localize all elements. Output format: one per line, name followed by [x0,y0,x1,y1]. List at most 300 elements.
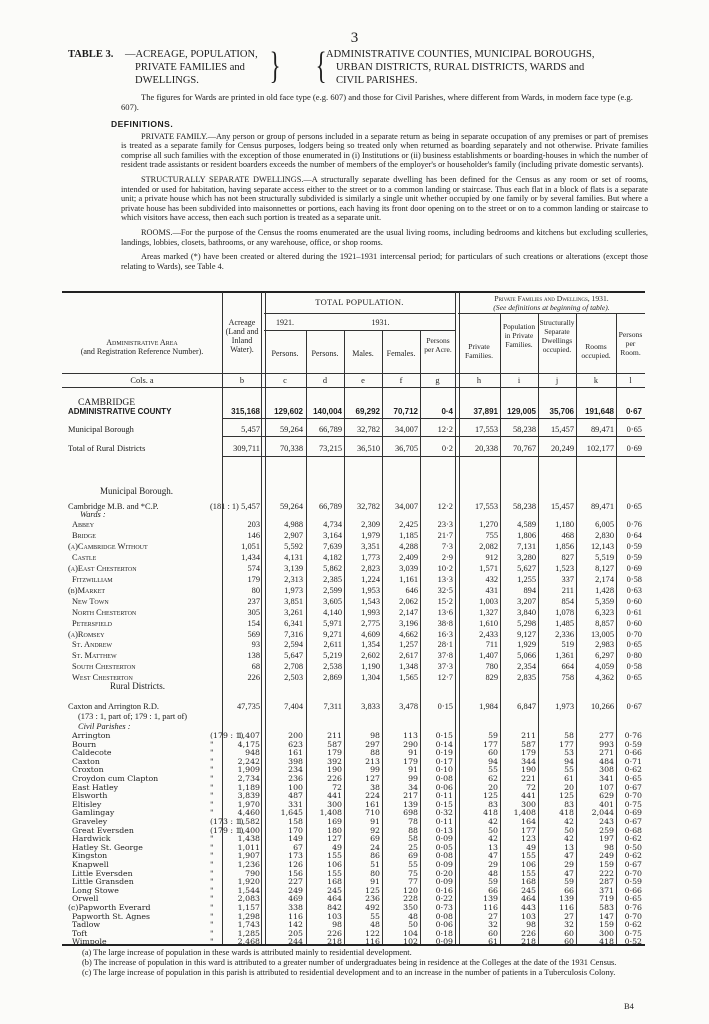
cell-col-g: 13·6 [437,607,453,617]
row-label: Long Stowe [72,885,119,895]
cell-col-j: 60 [564,937,574,947]
cell-col-l: 0·71 [624,756,642,766]
sheet-mark: B4 [624,1001,634,1011]
cell-col-d: 168 [327,877,342,887]
cell-col-i: 70,767 [512,444,536,453]
cell-col-j: 827 [561,552,574,562]
cell-col-b: 179 [247,574,260,584]
row-rule-3 [222,456,645,457]
cell-col-j: 55 [564,765,574,775]
cell-col-l: 0·62 [624,765,642,775]
cell-col-b: 1,236 [237,860,260,869]
cell-col-c: 200 [288,731,303,740]
cell-col-i: 245 [521,885,536,895]
cell-col-k: 159 [599,920,614,930]
cell-col-l: 0·65 [624,774,642,783]
rural-district-ref: (173 : 1, part of; 179 : 1, part of) [78,712,188,721]
cell-col-e: 213 [365,756,380,766]
cell-col-k: 89,471 [590,425,614,434]
cell-col-e: 24 [370,842,380,852]
cell-col-b: 1,544 [237,885,260,895]
cell-col-c: 70,338 [279,444,303,453]
cell-col-l: 0·65 [626,640,642,650]
cell-col-i: 103 [521,911,536,921]
cell-col-f: 1,185 [399,530,418,540]
cell-col-l: 0·67 [624,782,642,792]
cell-col-l: 0·67 [626,702,642,711]
cell-col-d: 1,408 [319,808,342,818]
cell-col-g: 0·14 [435,739,453,749]
cell-col-i: 6,847 [517,702,536,711]
cell-col-e: 2,309 [361,520,380,529]
cell-col-d: 190 [327,765,342,775]
cell-col-i: 106 [521,860,536,869]
cell-col-f: 104 [403,928,418,938]
cell-col-l: 0·59 [626,541,642,551]
cell-col-l: 0·65 [626,673,642,683]
registration-ref: " [210,774,214,783]
cell-col-h: 125 [483,791,498,801]
cell-col-h: 60 [488,748,498,758]
cell-col-e: 80 [370,868,380,878]
cell-col-f: 1,161 [399,574,418,584]
cell-col-d: 7,639 [323,541,342,551]
cell-col-f: 25 [408,842,418,852]
cell-col-b: 315,168 [231,407,260,416]
row-label: (c)Papworth Everard [68,903,151,912]
cell-col-k: 371 [599,885,614,895]
cell-col-d: 392 [327,756,342,766]
cell-col-k: 13,005 [590,629,614,639]
header-1921: 1921. [276,318,294,327]
cell-col-l: 0·59 [624,877,642,887]
row-label: Caxton and Arrington R.D. [68,702,159,711]
cell-col-i: 3,280 [517,552,536,562]
civil-parishes-label: Civil Parishes : [78,722,131,731]
cell-col-e: 55 [370,911,380,921]
row-label: (a)Cambridge Without [68,541,148,551]
cell-col-l: 0·75 [624,928,642,938]
cell-col-k: 6,323 [595,607,614,617]
cell-col-i: 4,589 [517,520,536,529]
col-letter: h [476,376,482,385]
cell-col-k: 629 [599,791,614,801]
row-label: Great Eversden [72,825,134,835]
cell-col-e: 1,304 [361,673,380,683]
cell-col-b: 1,051 [241,541,260,551]
cell-col-b: 203 [247,520,260,529]
cell-col-e: 86 [370,851,380,861]
cell-col-f: 1,257 [399,640,418,650]
cell-col-e: 91 [370,817,380,826]
cell-col-c: 1,645 [280,808,303,818]
cell-col-j: 519 [561,640,574,650]
row-label: North Chesterton [72,607,137,617]
cell-col-f: 2,425 [399,520,418,529]
cell-col-i: 155 [521,868,536,878]
footnotes [72,948,648,978]
cell-col-h: 139 [483,894,498,904]
cell-col-c: 331 [288,799,303,809]
cell-col-c: 100 [288,782,303,792]
cell-col-k: 98 [604,842,614,852]
cell-col-h: 61 [488,937,498,947]
cell-col-e: 2,775 [361,618,380,628]
row-label: West Chesterton [72,673,133,683]
cell-col-e: 1,543 [361,596,380,606]
cell-col-g: 0·15 [435,731,453,740]
cell-col-f: 102 [403,937,418,947]
row-label: Arrington [72,731,111,740]
cell-col-d: 218 [327,937,342,947]
cell-col-l: 0·59 [626,552,642,562]
cell-col-f: 2,062 [399,596,418,606]
cell-col-g: 0·2 [441,444,453,453]
cell-col-k: 401 [599,799,614,809]
cell-col-h: 829 [485,673,498,683]
header-rooms: Rooms occupied. [581,342,611,360]
cols-rule [62,387,645,388]
cell-col-g: 37·8 [437,651,453,661]
cell-col-g: 38·8 [437,618,453,628]
cell-col-e: 161 [365,799,380,809]
cell-col-b: 948 [245,748,260,758]
cell-col-g: 0·09 [435,834,453,844]
cell-col-b: 5,457 [241,502,260,511]
cell-col-l: 0·66 [624,885,642,895]
def-private-family: PRIVATE FAMILY.—Any person or group of persons included in a separate return as being in separate occupation of any premises or part of premises is treated as a separate family for Census purposes, lodgers being so treated only when returned as boarding separately and not otherwise. Private families comprise all such families with the exception of those enumerated in (i) Institutions or (ii) business establishments or boarding-houses in which the number of resident trade assistants or resident boarders exceeds the number of members of the employer's or householder's family (including private domestic servants). [121,131,648,170]
title-right-line: CIVIL PARISHES. [336,75,418,86]
cell-col-e: 3,833 [361,702,380,711]
cell-col-i: 464 [521,894,536,904]
row-label: Caxton [72,756,100,766]
cell-col-g: 0·18 [435,928,453,938]
col-letter: Cols. a [130,376,154,385]
cell-col-k: 2,044 [591,808,614,818]
cell-col-k: 4,059 [595,662,614,672]
cell-col-b: 1,011 [237,842,260,852]
row-rule-2 [222,436,645,437]
header-pfd-label: Private Families and Dwellings, 1931. [494,294,609,303]
row-label: Tadlow [72,920,101,930]
cell-col-b: 1,970 [237,799,260,809]
cell-col-j: 94 [564,756,574,766]
cell-col-l: 0·65 [626,502,642,511]
row-label: (a)Romsey [68,629,105,639]
cell-col-k: 4,362 [595,673,614,683]
cell-col-i: 190 [521,765,536,775]
cell-col-l: 0·76 [626,520,642,529]
cell-col-b: 1,582 [237,817,260,826]
cell-col-f: 36,705 [394,444,418,453]
cell-col-h: 13 [488,842,498,852]
cell-col-g: 0·73 [435,903,453,912]
row-label: Gamlingay [72,808,115,818]
cell-col-b: 5,457 [241,425,260,434]
cell-col-j: 1,523 [555,563,574,573]
row-label: Fitzwilliam [72,574,113,584]
row-label: Knapwell [72,860,109,869]
cell-col-h: 418 [483,808,498,818]
cell-col-l: 0·70 [624,911,642,921]
cell-col-g: 32·5 [437,585,453,595]
cell-col-d: 226 [327,774,342,783]
cell-col-i: 894 [523,585,536,595]
cell-col-c: 236 [288,774,303,783]
cell-col-h: 48 [488,868,498,878]
row-label: Orwell [72,894,99,904]
cell-col-d: 2,385 [323,574,342,584]
cell-col-k: 308 [599,765,614,775]
registration-ref: " [210,903,214,912]
cell-col-j: 42 [564,834,574,844]
registration-ref: " [210,834,214,844]
cell-col-f: 290 [403,739,418,749]
footnote-a: (a) The large increase of population in these wards is attributed mainly to residential development. [82,948,412,957]
cell-col-h: 755 [485,530,498,540]
registration-ref: " [210,868,214,878]
cell-col-i: 98 [526,920,536,930]
cell-col-d: 127 [327,834,342,844]
cell-col-g: 0·09 [435,877,453,887]
cell-col-e: 2,823 [361,563,380,573]
row-label: Elsworth [72,791,108,801]
cell-col-g: 23·3 [437,520,453,529]
cell-col-e: 710 [365,808,380,818]
cell-col-f: 2,409 [399,552,418,562]
cell-col-g: 0·16 [435,885,453,895]
cell-col-c: 116 [288,911,303,921]
cell-col-h: 912 [485,552,498,562]
cell-col-d: 140,004 [313,407,342,416]
cell-col-e: 1,190 [361,662,380,672]
row-label: Castle [72,552,97,562]
cell-col-g: 2·9 [441,552,453,562]
cell-col-h: 431 [485,585,498,595]
row-label: Toft [72,928,88,938]
cell-col-i: 129,005 [507,407,536,416]
cell-col-g: 0·11 [435,817,453,826]
cell-col-k: 287 [599,877,614,887]
cell-col-l: 0·69 [624,808,642,818]
cell-col-j: 1,973 [555,702,574,711]
row-label: Croxton [72,765,104,775]
cell-col-i: 58,238 [512,425,536,434]
cell-col-l: 0·64 [626,530,642,540]
cell-col-f: 34,007 [394,502,418,511]
cell-col-b: 2,242 [237,756,260,766]
cell-col-l: 0·65 [624,894,642,904]
title-right-line: ADMINISTRATIVE COUNTIES, MUNICIPAL BOROUGHS, [326,49,595,60]
cell-col-h: 1,407 [479,651,498,661]
row-label: Little Gransden [72,877,134,887]
cell-col-c: 623 [288,739,303,749]
cell-col-l: 0·58 [626,662,642,672]
cell-col-k: 107 [599,782,614,792]
cell-col-b: 1,407 [237,731,260,740]
cell-col-c: 67 [293,842,303,852]
cell-col-i: 164 [521,817,536,826]
col-letter: i [517,376,521,385]
cell-col-l: 0·68 [624,825,642,835]
footnote-b: (b) The increase of population in this ward is attributed to a greater number of undergraduates being in residence at the Colleges at the date of the 1931 Census. [82,958,617,967]
cell-col-h: 1,327 [479,607,498,617]
cell-col-k: 418 [599,937,614,947]
cell-col-h: 711 [485,640,498,650]
cell-col-k: 89,471 [590,502,614,511]
cell-col-j: 758 [561,673,574,683]
col-letter: g [435,376,440,385]
cell-col-b: 1,400 [237,825,260,835]
cell-col-h: 1,571 [479,563,498,573]
cell-col-j: 1,856 [555,541,574,551]
cell-col-i: 168 [521,877,536,887]
header-dwellings: Structurally Separate Dwellings occupied. [539,318,575,354]
cell-col-d: 2,538 [323,662,342,672]
cell-col-i: 5,066 [517,651,536,661]
cell-col-d: 5,219 [323,651,342,661]
cell-col-f: 4,662 [399,629,418,639]
cell-col-k: 259 [599,825,614,835]
cell-col-k: 719 [599,894,614,904]
cell-col-b: 790 [245,868,260,878]
registration-ref: " [210,877,214,887]
cell-col-g: 0·08 [435,851,453,861]
cell-col-e: 1,979 [361,530,380,540]
cell-col-e: 1,773 [361,552,380,562]
cell-col-b: 138 [247,651,260,661]
header-males: Males. [352,349,374,358]
header-per-room: Persons per Room. [618,330,643,357]
cell-col-b: 2,468 [237,937,260,947]
cell-col-e: 36,510 [356,444,380,453]
cell-col-j: 27 [564,911,574,921]
cell-col-c: 59,264 [279,425,303,434]
cell-col-i: 226 [521,928,536,938]
cell-col-c: 129,602 [274,407,303,416]
cell-col-c: 4,988 [284,520,303,529]
row-label: Petersfield [72,618,112,628]
cell-col-l: 0·65 [626,425,642,434]
cell-col-i: 123 [521,834,536,844]
table-label: TABLE 3. [68,49,114,60]
cell-col-b: 1,157 [237,903,260,912]
title-right [326,48,594,87]
cell-col-k: 249 [599,851,614,861]
cell-col-e: 69,292 [355,407,380,416]
cell-col-c: 2,503 [284,673,303,683]
cell-col-l: 0·58 [626,574,642,584]
cell-col-f: 113 [403,731,418,740]
header-per-acre: Persons per Acre. [424,336,452,354]
col-letter: f [399,376,403,385]
cell-col-b: 68 [251,662,260,672]
cell-col-b: 1,438 [237,834,260,844]
cell-col-i: 58,238 [512,502,536,511]
cell-col-b: 574 [247,563,260,573]
cell-col-b: 146 [247,530,260,540]
row-label: (b)Market [68,585,106,595]
cell-col-e: 224 [365,791,380,801]
header-1931: 1931. [371,318,390,327]
cell-col-h: 20 [488,782,498,792]
cell-col-l: 0·67 [624,860,642,869]
title-left-line: DWELLINGS. [135,75,199,86]
cell-col-d: 2,611 [323,640,342,650]
cell-col-d: 49 [332,842,342,852]
cell-col-h: 29 [488,860,498,869]
cell-col-b: 1,907 [237,851,260,861]
row-label: East Hatley [72,782,119,792]
cell-col-g: 10·2 [437,563,453,573]
cell-col-k: 6,297 [595,651,614,661]
registration-ref: (173 : 1) [210,817,244,826]
cell-col-e: 1,953 [361,585,380,595]
cell-col-h: 17,553 [474,502,498,511]
row-label: (a)East Chesterton [68,563,137,573]
cell-col-l: 0·50 [624,842,642,852]
cell-col-b: 569 [247,629,260,639]
cell-col-b: 47,735 [236,702,260,711]
cell-col-e: 236 [365,894,380,904]
cell-col-l: 0·60 [626,596,642,606]
cell-col-j: 854 [561,596,574,606]
row-label: Cambridge M.B. and *C.P. [68,502,159,511]
cell-col-c: 205 [288,928,303,938]
cell-col-j: 29 [564,860,574,869]
cell-col-j: 664 [561,662,574,672]
cell-col-c: 173 [288,851,303,861]
cell-col-f: 698 [403,808,418,818]
cell-col-i: 177 [521,825,536,835]
registration-ref: (181 : 1) [210,502,239,511]
cell-col-i: 587 [521,739,536,749]
cell-col-b: 226 [247,673,260,683]
cell-col-h: 47 [488,851,498,861]
cell-col-f: 3,478 [399,702,418,711]
cell-col-j: 66 [564,885,574,895]
cell-col-e: 127 [365,774,380,783]
cell-col-g: 7·3 [441,541,453,551]
def-areas: Areas marked (*) have been created or altered during the 1921–1931 intercensal period; for particulars of such creations or alterations (except those relating to Wards), see Table 4. [121,252,648,271]
cell-col-j: 1,180 [555,520,574,529]
cell-col-k: 197 [599,834,614,844]
cell-col-j: 59 [564,877,574,887]
cell-col-k: 6,005 [595,520,614,529]
cell-col-c: 249 [288,885,303,895]
cell-col-j: 32 [564,920,574,930]
cell-col-h: 2,082 [479,541,498,551]
registration-ref: " [210,791,214,801]
cell-col-l: 0·70 [626,629,642,639]
registration-ref: " [210,782,214,792]
cell-col-j: 116 [559,903,574,912]
cell-col-e: 32,782 [356,425,380,434]
cell-col-h: 17,553 [474,425,498,434]
cell-col-c: 234 [288,765,303,775]
cell-col-f: 179 [403,756,418,766]
title-left-line: —ACREAGE, POPULATION, [125,49,258,60]
cell-col-j: 58 [564,731,574,740]
cell-col-d: 169 [327,817,342,826]
header-persons: Persons. [311,349,339,358]
cell-col-l: 0·80 [626,651,642,661]
county-name: CAMBRIDGE [78,398,136,408]
header-acreage: Acreage (Land and Inland Water). [225,318,259,354]
cell-col-e: 122 [365,928,380,938]
cell-col-d: 66,789 [318,502,342,511]
cell-col-d: 4,140 [323,607,342,617]
